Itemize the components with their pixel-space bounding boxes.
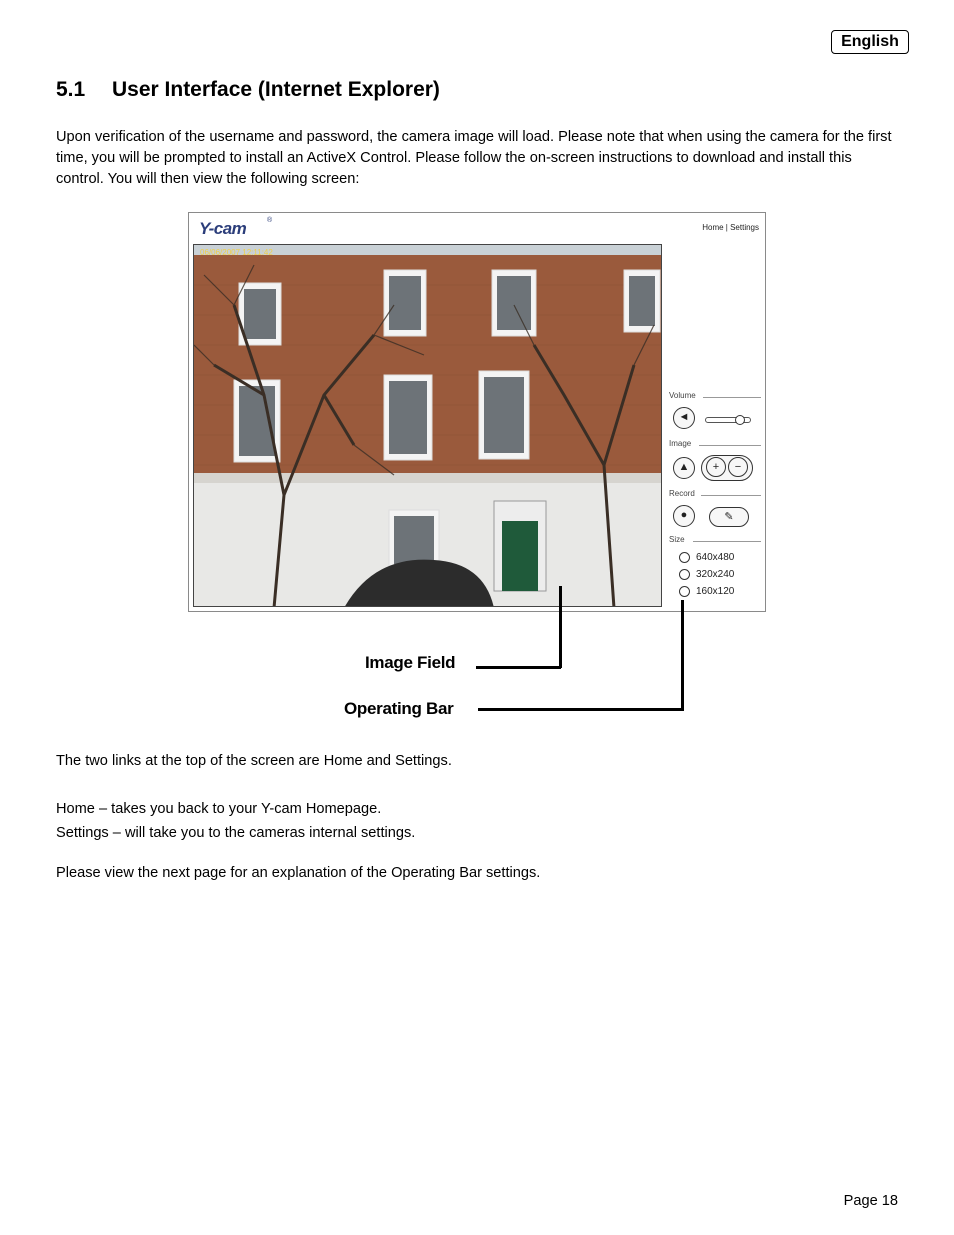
radio-icon[interactable] xyxy=(679,552,690,563)
volume-slider[interactable] xyxy=(705,417,751,423)
size-option-160[interactable] xyxy=(679,586,734,597)
radio-icon[interactable] xyxy=(679,586,690,597)
size-option-label: 320x240 xyxy=(696,569,735,580)
operating-bar-leader-horizontal xyxy=(478,708,684,711)
home-description: Home – takes you back to your Y-cam Homepage. xyxy=(56,801,382,817)
size-option-320[interactable] xyxy=(679,569,734,580)
registered-mark: ® xyxy=(267,217,273,224)
volume-label: Volume xyxy=(669,391,696,400)
section-heading xyxy=(56,78,440,102)
record-label: Record xyxy=(669,489,695,498)
size-label: Size xyxy=(669,535,685,544)
image-field-leader-horizontal xyxy=(476,666,561,669)
section-title: User Interface (Internet Explorer) xyxy=(112,78,440,101)
image-label: Image xyxy=(669,439,692,448)
zoom-button-group xyxy=(701,455,753,481)
zoom-out-icon[interactable]: − xyxy=(728,457,748,477)
size-option-label: 640x480 xyxy=(696,552,735,563)
language-badge: English xyxy=(831,30,909,54)
intro-paragraph: Upon verification of the username and password, the camera image will load. Please note that when using the camera for the first time, you will be prompted to install an ActiveX Control. Please follow the on-screen instructions to download and install this control. You will then view the following screen: xyxy=(56,129,892,187)
next-page-note: Please view the next page for an explanation of the Operating Bar settings. xyxy=(56,865,541,881)
divider xyxy=(699,445,761,446)
image-timestamp: 06/06/2007 12:11:42 xyxy=(200,248,273,257)
size-option-640[interactable] xyxy=(679,552,734,563)
radio-icon[interactable] xyxy=(679,569,690,580)
camera-ui-screenshot xyxy=(188,212,766,612)
operating-bar xyxy=(669,389,763,605)
snapshot-icon[interactable]: ▲ xyxy=(673,457,695,479)
ycam-logo: Y-cam xyxy=(199,219,247,238)
section-number: 5.1 xyxy=(56,78,86,101)
operating-bar-callout: Operating Bar xyxy=(344,699,454,718)
page-number: Page 18 xyxy=(843,1193,898,1209)
settings-description: Settings – will take you to the cameras internal settings. xyxy=(56,825,416,841)
size-option-label: 160x120 xyxy=(696,586,735,597)
operating-bar-leader-vertical xyxy=(681,600,684,711)
divider xyxy=(701,495,761,496)
volume-slider-knob[interactable] xyxy=(735,415,745,425)
divider xyxy=(703,397,761,398)
zoom-in-icon[interactable]: + xyxy=(706,457,726,477)
image-field xyxy=(193,244,662,607)
speaker-icon[interactable]: ◄ xyxy=(673,407,695,429)
image-field-leader-vertical xyxy=(559,586,562,668)
image-field-callout: Image Field xyxy=(365,653,456,672)
divider xyxy=(693,541,761,542)
camera-image xyxy=(194,245,662,607)
record-icon[interactable]: ● xyxy=(673,505,695,527)
home-settings-links: Home | Settings xyxy=(702,223,759,232)
links-paragraph: The two links at the top of the screen are Home and Settings. xyxy=(56,753,452,769)
record-settings-icon[interactable]: ✎ xyxy=(709,507,749,527)
